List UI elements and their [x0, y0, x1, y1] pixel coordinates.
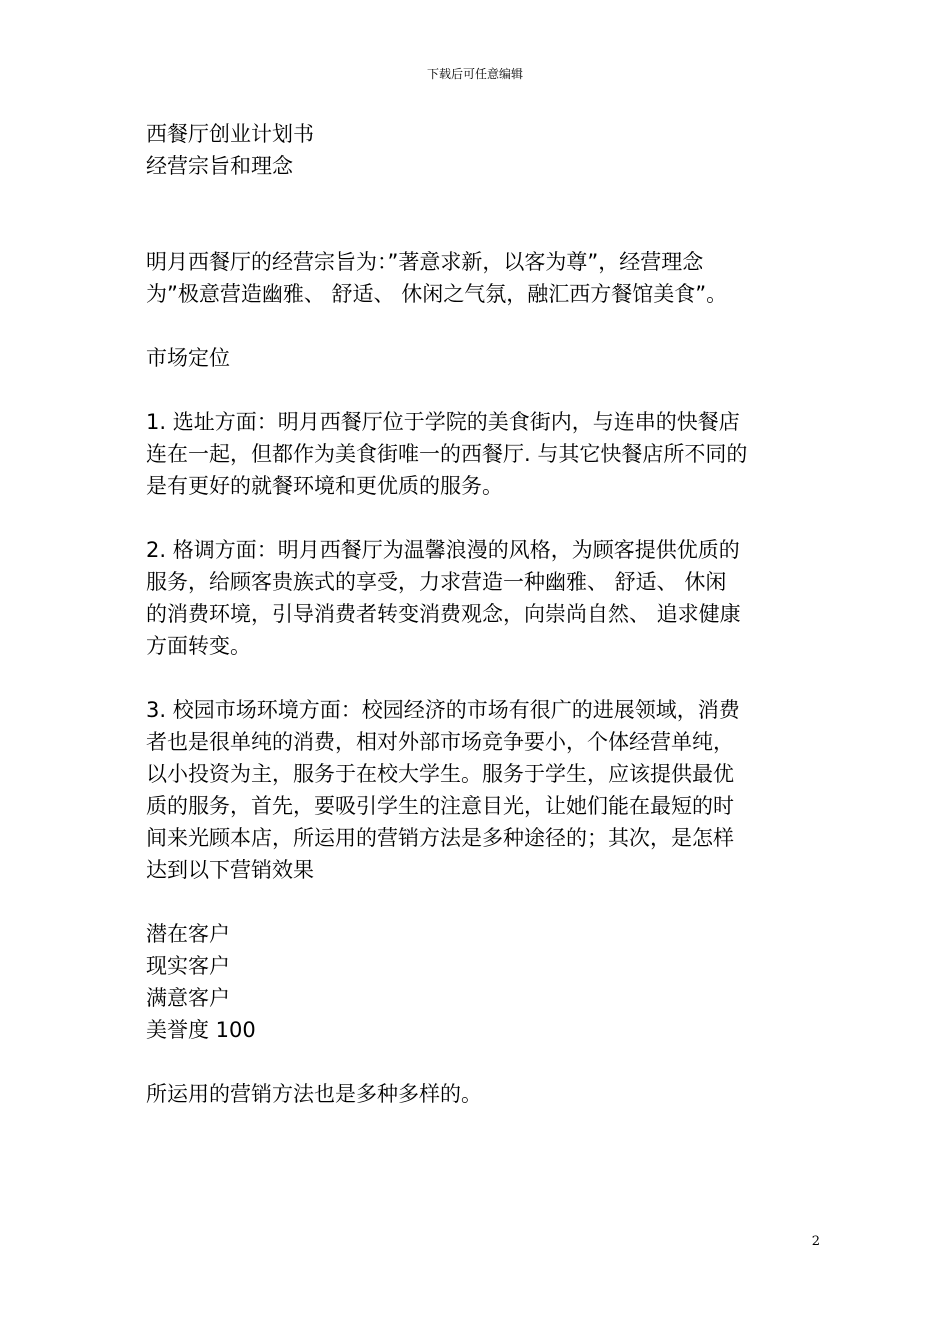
- section-heading-mission: 经营宗旨和理念: [146, 154, 293, 178]
- item1-line: 连在一起，但都作为美食街唯一的西餐厅. 与其它快餐店所不同的: [146, 442, 748, 466]
- paragraph-gap: [146, 182, 816, 214]
- item1-line: 1. 选址方面：明月西餐厅位于学院的美食街内，与连串的快餐店: [146, 410, 740, 434]
- item2-line: 服务，给顾客贵族式的享受，力求营造一种幽雅、 舒适、 休闲: [146, 570, 727, 594]
- customer-level: 潜在客户: [146, 922, 230, 946]
- page-number: 2: [811, 1234, 820, 1249]
- customer-level: 满意客户: [146, 986, 230, 1010]
- item2-line: 2. 格调方面：明月西餐厅为温馨浪漫的风格，为顾客提供优质的: [146, 538, 740, 562]
- paragraph-gap: [146, 502, 816, 534]
- paragraph-gap: [146, 1046, 816, 1078]
- document-body: [146, 118, 816, 1110]
- paragraph-gap: [146, 374, 816, 406]
- item3-line: 以小投资为主，服务于在校大学生。服务于学生，应该提供最优: [146, 762, 734, 786]
- paragraph-gap: [146, 886, 816, 918]
- mission-line: 明月西餐厅的经营宗旨为：”著意求新，以客为尊”，经营理念: [146, 250, 704, 274]
- mission-line: 为”极意营造幽雅、 舒适、 休闲之气氛，融汇西方餐馆美食”。: [146, 282, 728, 306]
- closing-line: 所运用的营销方法也是多种多样的。: [146, 1082, 482, 1106]
- paragraph-gap: [146, 310, 816, 342]
- customer-level: 美誉度 100: [146, 1018, 256, 1042]
- item2-line: 方面转变。: [146, 634, 251, 658]
- item3-line: 3. 校园市场环境方面：校园经济的市场有很广的进展领域，消费: [146, 698, 740, 722]
- page-header: 下载后可任意编辑: [426, 67, 523, 81]
- item3-line: 间来光顾本店，所运用的营销方法是多种途径的；其次，是怎样: [146, 826, 734, 850]
- customer-level: 现实客户: [146, 954, 230, 978]
- paragraph-gap: [146, 662, 816, 694]
- paragraph-gap: [146, 214, 816, 246]
- section-heading-positioning: 市场定位: [146, 346, 230, 370]
- item3-line: 者也是很单纯的消费，相对外部市场竞争要小，个体经营单纯，: [146, 730, 734, 754]
- item3-line: 达到以下营销效果: [146, 858, 314, 882]
- item1-line: 是有更好的就餐环境和更优质的服务。: [146, 474, 503, 498]
- document-title: 西餐厅创业计划书: [146, 122, 314, 146]
- item2-line: 的消费环境，引导消费者转变消费观念，向崇尚自然、 追求健康: [146, 602, 741, 626]
- item3-line: 质的服务，首先，要吸引学生的注意目光，让她们能在最短的时: [146, 794, 734, 818]
